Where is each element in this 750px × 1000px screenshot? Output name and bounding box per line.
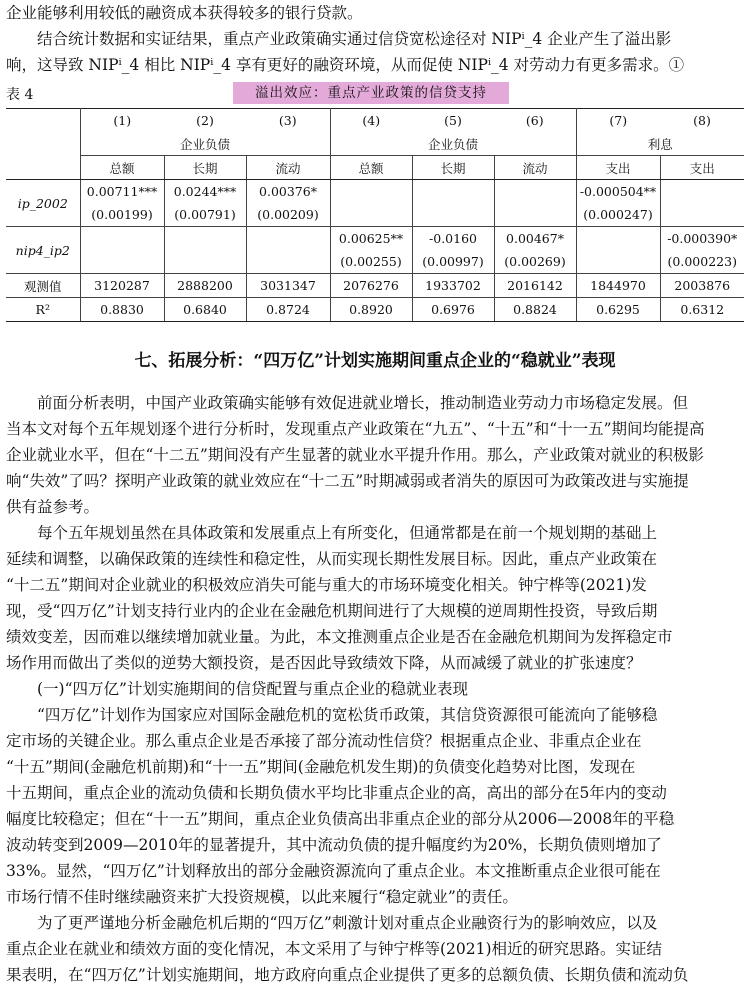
table-cell	[576, 250, 660, 274]
text-line: 每个五年规划虽然在具体政策和发展重点上有所变化，但通常都是在前一个规划期的基础上	[37, 524, 658, 542]
text-line: 前面分析表明，中国产业政策确实能够有效促进就业增长，推动制造业劳动力市场稳定发展。但	[37, 394, 689, 412]
table-cell	[330, 203, 412, 227]
text-line: 波动转变到2009—2010年的显著提升，其中流动负债的提升幅度约为20%，长期负债则增加了	[6, 836, 662, 854]
text-line: 当本文对每个五年规划逐个进行分析时，发现重点产业政策在“九五”、“十五”和“十一五”期间均能提高	[6, 420, 705, 438]
row-label: 观测值	[6, 274, 80, 298]
col-number: (1)	[80, 109, 164, 133]
table-cell: 0.6840	[164, 298, 246, 322]
table-cell	[80, 250, 164, 274]
text-line: 果表明，在“四万亿”计划实施期间，地方政府向重点企业提供了更多的总额负债、长期负债和流动负	[6, 966, 689, 984]
text-line: 市场行情不佳时继续融资来扩大投资规模，以此来履行“稳定就业”的责任。	[6, 888, 518, 906]
table-cell	[330, 180, 412, 204]
col-number: (7)	[576, 109, 660, 133]
table-cell: 0.00376*	[246, 180, 330, 204]
subhead: 流动	[494, 156, 576, 180]
table-cell: 2076276	[330, 274, 412, 298]
table-row	[6, 203, 744, 227]
intro-line-1: 企业能够利用较低的融资成本获得较多的银行贷款。	[6, 4, 363, 22]
text-line: 响“失效”了吗？探明产业政策的就业效应在“十二五”时期减弱或者消失的原因可为政策改进与实施提	[6, 472, 689, 490]
text-line: 企业就业水平，但在“十二五”期间没有产生显著的就业水平提升作用。那么，产业政策对就业的积极影	[6, 446, 704, 464]
table-cell	[660, 203, 744, 227]
subhead: 总额	[330, 156, 412, 180]
table-cell: -0.000504**	[579, 184, 657, 199]
intro-line-3: 响，这导致 NIPⁱ_4 相比 NIPⁱ_4 享有更好的融资环境，从而促使 NIPⁱ_4 对劳动力有更多需求。①	[6, 56, 685, 74]
table-cell: 0.00711***	[86, 184, 158, 199]
table-row-subheads	[6, 156, 744, 180]
row-label: nip4_ip2	[6, 227, 80, 274]
text-line: “十五”期间(金融危机前期)和“十一五”期间(金融危机发生期)的负债变化趋势对比图，发现在	[6, 758, 636, 776]
table-cell: 2003876	[660, 274, 744, 298]
row-label: R²	[6, 298, 80, 322]
table-row-groups	[6, 132, 744, 156]
text-line: 幅度比较稳定；但在“十一五”期间，重点企业负债高出非重点企业的部分从2006—2008年的平稳	[6, 810, 675, 828]
text-line: 绩效变差，因而难以继续增加就业量。为此，本文推测重点企业是否在金融危机期间为发挥稳定市	[6, 628, 673, 646]
group-header-liabilities-1: 企业负债	[80, 132, 330, 156]
table-cell: 0.8830	[80, 298, 164, 322]
col-number: (3)	[246, 109, 330, 133]
table-cell: 0.0244***	[164, 180, 246, 204]
table-row-observations	[6, 274, 744, 298]
table-row	[6, 227, 744, 251]
table-cell: 3120287	[80, 274, 164, 298]
subhead: 总额	[80, 156, 164, 180]
table-cell: (0.00791)	[164, 203, 246, 227]
table-row-col-numbers	[6, 109, 744, 133]
table-cell: (0.00209)	[246, 203, 330, 227]
table-cell	[164, 250, 246, 274]
text-line: 十五期间，重点企业的流动负债和长期负债水平均比非重点企业的高，高出的部分在5年内的变动	[6, 784, 667, 802]
table-cell: 2888200	[164, 274, 246, 298]
text-line: 重点企业在就业和绩效方面的变化情况，本文采用了与钟宁桦等(2021)相近的研究思路。实证结	[6, 940, 663, 958]
table-cell	[246, 227, 330, 251]
text-line: 现，受“四万亿”计划支持行业内的企业在金融危机期间进行了大规模的逆周期性投资，导致后期	[6, 602, 658, 620]
row-label: ip_2002	[6, 180, 80, 227]
text-line: “十二五”期间对企业就业的积极效应消失可能与重大的市场环境变化相关。钟宁桦等(2021)发	[6, 576, 647, 594]
table-cell: 3031347	[246, 274, 330, 298]
col-number: (8)	[660, 109, 744, 133]
section-title: 七、拓展分析：“四万亿”计划实施期间重点企业的“稳就业”表现	[134, 351, 616, 371]
intro-line-2: 结合统计数据和实证结果，重点产业政策确实通过信贷宽松途径对 NIPⁱ_4 企业产生了溢出影	[37, 30, 672, 48]
text-line: 定市场的关键企业。那么重点企业是否承接了部分流动性信贷？根据重点企业、非重点企业在	[6, 732, 642, 750]
table-cell	[494, 180, 576, 204]
subhead: 支出	[576, 156, 660, 180]
subhead: 流动	[246, 156, 330, 180]
regression-table	[6, 108, 744, 322]
table-cell: 0.8824	[494, 298, 576, 322]
table-cell: 1844970	[576, 274, 660, 298]
table-cell: 0.8724	[246, 298, 330, 322]
subhead: 长期	[164, 156, 246, 180]
text-line: 延续和调整，以确保政策的连续性和稳定性，从而实现长期性发展目标。因此，重点产业政策在	[6, 550, 658, 568]
subsection-title-text: (一)“四万亿”计划实施期间的信贷配置与重点企业的稳就业表现	[37, 680, 468, 698]
subhead: 支出	[660, 156, 744, 180]
table-cell: (0.00997)	[412, 250, 494, 274]
col-number: (2)	[164, 109, 246, 133]
table-cell: 0.00467*	[494, 227, 576, 251]
table-cell	[660, 180, 744, 204]
table-cell: -0.000390*	[660, 227, 744, 251]
table-cell	[412, 203, 494, 227]
table-cell: 0.6976	[412, 298, 494, 322]
paragraph-3	[6, 702, 744, 910]
text-line: 为了更严谨地分析金融危机后期的“四万亿”刺激计划对重点企业融资行为的影响效应，以及	[37, 914, 658, 932]
table-cell: 1933702	[412, 274, 494, 298]
intro-paragraph	[6, 0, 744, 78]
table-cell	[494, 203, 576, 227]
table-cell: (0.00255)	[330, 250, 412, 274]
text-line: 供有益参考。	[6, 498, 100, 516]
group-header-interest: 利息	[576, 132, 744, 156]
table-cell	[80, 227, 164, 251]
table-cell: 0.6312	[660, 298, 744, 322]
paragraph-1	[6, 390, 744, 520]
table-cell	[576, 227, 660, 251]
table-caption: 溢出效应：重点产业政策的信贷支持	[233, 82, 509, 104]
table-cell: 0.00625**	[338, 231, 404, 246]
table-row	[6, 180, 744, 204]
subhead: 长期	[412, 156, 494, 180]
col-number: (5)	[412, 109, 494, 133]
text-line: 场作用而做出了类似的逆势大额投资，是否因此导致绩效下降，从而减缓了就业的扩张速度？	[6, 654, 642, 672]
table-cell	[412, 180, 494, 204]
text-line: 33%。显然，“四万亿”计划释放出的部分金融资源流向了重点企业。本文推断重点企业很可能在	[6, 862, 661, 880]
table-cell: 2016142	[494, 274, 576, 298]
table-row	[6, 250, 744, 274]
group-header-liabilities-2: 企业负债	[330, 132, 576, 156]
text-line: “四万亿”计划作为国家应对国际金融危机的宽松货币政策，其信贷资源很可能流向了能够稳	[37, 706, 658, 724]
table-cell: (0.00199)	[80, 203, 164, 227]
paragraph-4	[6, 910, 744, 988]
table-cell	[246, 250, 330, 274]
table-cell: (0.00269)	[494, 250, 576, 274]
table-cell: (0.000247)	[576, 203, 660, 227]
table-cell: 0.6295	[576, 298, 660, 322]
col-number: (4)	[330, 109, 412, 133]
table-cell: (0.000223)	[660, 250, 744, 274]
table-row-r2	[6, 298, 744, 322]
col-number: (6)	[494, 109, 576, 133]
table-cell	[164, 227, 246, 251]
subsection-title	[6, 676, 744, 702]
table-cell: 0.8920	[330, 298, 412, 322]
paragraph-2	[6, 520, 744, 676]
table-label: 表 4	[6, 87, 34, 103]
table-cell: -0.0160	[412, 227, 494, 251]
